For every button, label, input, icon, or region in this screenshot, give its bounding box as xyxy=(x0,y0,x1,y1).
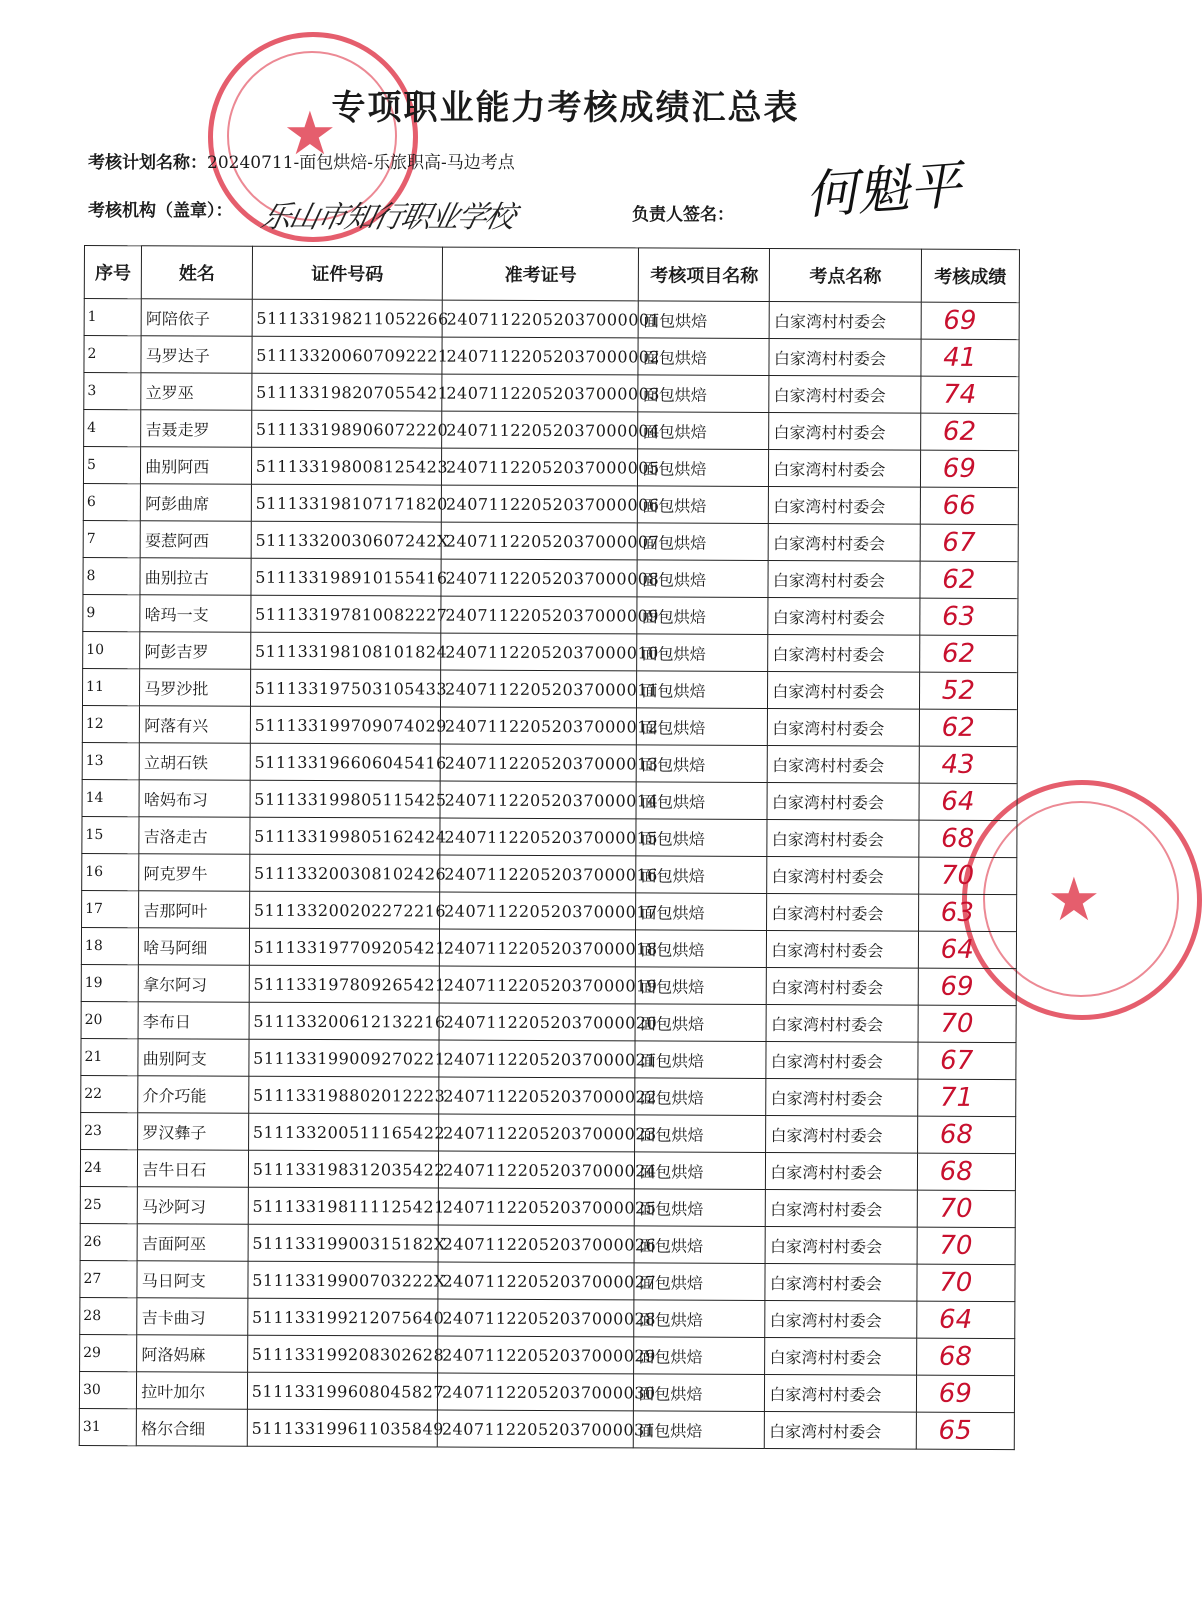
table-row xyxy=(79,1371,1014,1412)
col-header-id-number: 证件号码 xyxy=(252,246,442,300)
cell-seq: 19 xyxy=(81,964,138,1001)
cell-name: 阿彭曲席 xyxy=(141,484,252,521)
cell-id-number: 511133197809265421 xyxy=(249,965,439,1003)
plan-value: 20240711-面包烘焙-乐旅职高-马边考点 xyxy=(207,153,515,173)
score-table xyxy=(79,245,1020,1450)
cell-id-number: 511133199608045827 xyxy=(247,1372,437,1410)
cell-site: 白家湾村村委会 xyxy=(768,523,920,561)
cell-ticket-number: 24071122052037000031 xyxy=(437,1410,634,1448)
col-header-project: 考核项目名称 xyxy=(639,248,770,302)
col-header-name: 姓名 xyxy=(142,246,253,299)
cell-site: 白家湾村村委会 xyxy=(768,708,920,746)
table-row xyxy=(83,594,1018,635)
cell-project: 面包烘焙 xyxy=(637,634,768,672)
cell-score: 67 xyxy=(920,524,1018,561)
cell-ticket-number: 24071122052037000024 xyxy=(438,1151,635,1189)
cell-score: 63 xyxy=(920,598,1018,635)
table-row xyxy=(81,964,1016,1005)
cell-name: 马日阿支 xyxy=(137,1261,248,1298)
cell-id-number: 511133198910155416 xyxy=(251,558,441,596)
plan-label: 考核计划名称： xyxy=(88,153,207,173)
table-row xyxy=(81,927,1016,968)
leader-line xyxy=(632,200,734,225)
table-row xyxy=(80,1223,1015,1264)
cell-id-number: 511133199212075640 xyxy=(247,1298,437,1336)
cell-id-number: 511133198008125423 xyxy=(251,447,441,485)
cell-project: 面包烘焙 xyxy=(634,1411,765,1449)
cell-id-number: 511133200511165422 xyxy=(248,1113,438,1151)
table-row xyxy=(81,1112,1016,1153)
cell-score: 65 xyxy=(916,1412,1014,1449)
cell-score: 70 xyxy=(918,857,1016,894)
cell-id-number: 511133200607092221 xyxy=(252,336,442,374)
cell-site: 白家湾村村委会 xyxy=(766,1041,918,1079)
cell-seq: 4 xyxy=(84,410,141,447)
cell-name: 吉面阿巫 xyxy=(137,1224,248,1261)
cell-project: 面包烘焙 xyxy=(636,930,767,968)
leader-label: 负责人签名： xyxy=(632,205,734,225)
cell-project: 面包烘焙 xyxy=(638,338,769,376)
cell-id-number: 511133198207055421 xyxy=(252,373,442,411)
cell-seq: 9 xyxy=(83,594,140,631)
cell-score: 71 xyxy=(917,1079,1015,1116)
cell-ticket-number: 24071122052037000009 xyxy=(441,596,638,634)
cell-ticket-number: 24071122052037000001 xyxy=(442,300,639,338)
cell-project: 面包烘焙 xyxy=(635,1152,766,1190)
cell-ticket-number: 24071122052037000026 xyxy=(438,1225,635,1263)
table-row xyxy=(80,1260,1015,1301)
cell-score: 70 xyxy=(917,1190,1015,1227)
cell-site: 白家湾村村委会 xyxy=(765,1263,917,1301)
cell-name: 吉牛日石 xyxy=(138,1150,249,1187)
cell-name: 阿克罗牛 xyxy=(139,854,250,891)
cell-project: 面包烘焙 xyxy=(634,1263,765,1301)
cell-site: 白家湾村村委会 xyxy=(769,301,921,339)
cell-score: 67 xyxy=(918,1042,1016,1079)
cell-name: 耍惹阿西 xyxy=(140,521,251,558)
cell-ticket-number: 24071122052037000030 xyxy=(437,1373,634,1411)
cell-ticket-number: 24071122052037000006 xyxy=(441,485,638,523)
cell-seq: 24 xyxy=(80,1149,137,1186)
cell-site: 白家湾村村委会 xyxy=(766,1078,918,1116)
cell-ticket-number: 24071122052037000016 xyxy=(440,855,637,893)
cell-seq: 6 xyxy=(83,483,140,520)
cell-score: 70 xyxy=(918,1005,1016,1042)
cell-seq: 28 xyxy=(80,1297,137,1334)
cell-ticket-number: 24071122052037000011 xyxy=(441,670,638,708)
table-row xyxy=(82,890,1017,931)
cell-id-number: 511133196606045416 xyxy=(250,743,440,781)
cell-name: 啥马阿细 xyxy=(139,928,250,965)
table-row xyxy=(80,1186,1015,1227)
cell-score: 62 xyxy=(919,635,1017,672)
cell-id-number: 511133197709205421 xyxy=(249,928,439,966)
cell-project: 面包烘焙 xyxy=(634,1300,765,1338)
cell-score: 43 xyxy=(919,746,1017,783)
cell-score: 62 xyxy=(920,413,1018,450)
cell-name: 拉叶加尔 xyxy=(137,1372,248,1409)
cell-name: 李布日 xyxy=(138,1002,249,1039)
cell-name: 吉洛走古 xyxy=(139,817,250,854)
cell-name: 马沙阿习 xyxy=(138,1187,249,1224)
cell-site: 白家湾村村委会 xyxy=(767,819,919,857)
cell-site: 白家湾村村委会 xyxy=(769,338,921,376)
cell-id-number: 511133199208302628 xyxy=(247,1335,437,1373)
cell-seq: 22 xyxy=(81,1075,138,1112)
cell-ticket-number: 24071122052037000023 xyxy=(439,1114,636,1152)
table-row xyxy=(83,483,1018,524)
cell-project: 面包烘焙 xyxy=(638,412,769,450)
cell-site: 白家湾村村委会 xyxy=(769,449,921,487)
cell-score: 66 xyxy=(920,487,1018,524)
cell-name: 吉卡曲习 xyxy=(137,1298,248,1335)
cell-score: 41 xyxy=(921,339,1019,376)
cell-name: 啥妈布习 xyxy=(139,780,250,817)
cell-project: 面包烘焙 xyxy=(634,1337,765,1375)
cell-project: 面包烘焙 xyxy=(636,893,767,931)
cell-id-number: 51113320030607242X xyxy=(251,521,441,559)
cell-ticket-number: 24071122052037000027 xyxy=(438,1262,635,1300)
cell-id-number: 511133199611035849 xyxy=(247,1409,437,1447)
cell-ticket-number: 24071122052037000015 xyxy=(440,818,637,856)
cell-project: 面包烘焙 xyxy=(634,1374,765,1412)
cell-project: 面包烘焙 xyxy=(637,671,768,709)
cell-seq: 12 xyxy=(82,705,139,742)
col-header-site: 考点名称 xyxy=(770,248,922,302)
cell-site: 白家湾村村委会 xyxy=(767,930,919,968)
cell-id-number: 511133198108101824 xyxy=(250,632,440,670)
cell-site: 白家湾村村委会 xyxy=(765,1411,917,1449)
cell-project: 面包烘焙 xyxy=(635,1078,766,1116)
table-row xyxy=(80,1297,1015,1338)
cell-name: 阿陪依子 xyxy=(141,299,252,336)
cell-seq: 20 xyxy=(81,1001,138,1038)
cell-ticket-number: 24071122052037000028 xyxy=(438,1299,635,1337)
cell-project: 面包烘焙 xyxy=(636,782,767,820)
col-header-seq: 序号 xyxy=(84,246,142,299)
cell-ticket-number: 24071122052037000013 xyxy=(440,744,637,782)
cell-seq: 25 xyxy=(80,1186,137,1223)
cell-site: 白家湾村村委会 xyxy=(766,1152,918,1190)
org-label: 考核机构（盖章）： xyxy=(88,201,233,221)
cell-seq: 1 xyxy=(84,299,141,336)
cell-ticket-number: 24071122052037000019 xyxy=(439,966,636,1004)
cell-seq: 7 xyxy=(83,520,140,557)
cell-site: 白家湾村村委会 xyxy=(767,893,919,931)
cell-score: 70 xyxy=(917,1264,1015,1301)
table-row xyxy=(82,853,1017,894)
cell-seq: 15 xyxy=(82,816,139,853)
cell-seq: 17 xyxy=(82,890,139,927)
cell-score: 64 xyxy=(919,783,1017,820)
cell-seq: 26 xyxy=(80,1223,137,1260)
cell-score: 69 xyxy=(916,1375,1014,1412)
cell-project: 面包烘焙 xyxy=(638,486,769,524)
table-row xyxy=(79,1408,1014,1449)
cell-name: 曲别拉古 xyxy=(140,558,251,595)
cell-seq: 10 xyxy=(83,631,140,668)
cell-name: 曲别阿西 xyxy=(141,447,252,484)
cell-seq: 3 xyxy=(84,373,141,410)
cell-ticket-number: 24071122052037000029 xyxy=(438,1336,635,1374)
cell-ticket-number: 24071122052037000010 xyxy=(441,633,638,671)
cell-site: 白家湾村村委会 xyxy=(768,745,920,783)
table-row xyxy=(82,742,1017,783)
cell-id-number: 51113319900315182X xyxy=(248,1224,438,1262)
table-row xyxy=(83,557,1018,598)
cell-score: 52 xyxy=(919,672,1017,709)
cell-site: 白家湾村村委会 xyxy=(765,1300,917,1338)
cell-project: 面包烘焙 xyxy=(637,745,768,783)
col-header-score: 考核成绩 xyxy=(921,249,1019,302)
org-line xyxy=(88,196,233,221)
cell-name: 啥玛一支 xyxy=(140,595,251,632)
cell-ticket-number: 24071122052037000017 xyxy=(440,892,637,930)
cell-seq: 30 xyxy=(79,1371,136,1408)
cell-seq: 11 xyxy=(82,668,139,705)
cell-site: 白家湾村村委会 xyxy=(766,1115,918,1153)
cell-seq: 21 xyxy=(81,1038,138,1075)
cell-name: 格尔合细 xyxy=(137,1409,248,1446)
table-row xyxy=(83,447,1018,488)
cell-score: 68 xyxy=(919,820,1017,857)
official-seal-top: ★ xyxy=(208,32,418,242)
cell-ticket-number: 24071122052037000007 xyxy=(441,522,638,560)
cell-score: 64 xyxy=(918,931,1016,968)
cell-id-number: 511133198312035422 xyxy=(248,1150,438,1188)
cell-id-number: 511133199805115425 xyxy=(250,780,440,818)
cell-project: 面包烘焙 xyxy=(636,819,767,857)
cell-seq: 29 xyxy=(80,1334,137,1371)
table-body xyxy=(79,299,1019,1450)
cell-project: 面包烘焙 xyxy=(635,1189,766,1227)
cell-seq: 27 xyxy=(80,1260,137,1297)
cell-score: 68 xyxy=(916,1338,1014,1375)
org-handwritten-signature: 乐山市知行职业学校 xyxy=(257,200,517,235)
cell-site: 白家湾村村委会 xyxy=(768,597,920,635)
cell-ticket-number: 24071122052037000008 xyxy=(441,559,638,597)
table-row xyxy=(83,520,1018,561)
cell-site: 白家湾村村委会 xyxy=(765,1226,917,1264)
cell-project: 面包烘焙 xyxy=(638,375,769,413)
cell-site: 白家湾村村委会 xyxy=(768,560,920,598)
cell-site: 白家湾村村委会 xyxy=(769,486,921,524)
cell-id-number: 511133200202272216 xyxy=(249,891,439,929)
cell-id-number: 511133200308102426 xyxy=(249,854,439,892)
cell-name: 阿彭吉罗 xyxy=(140,632,251,669)
cell-ticket-number: 24071122052037000002 xyxy=(442,337,639,375)
cell-score: 69 xyxy=(920,450,1018,487)
cell-site: 白家湾村村委会 xyxy=(768,671,920,709)
cell-name: 马罗达子 xyxy=(141,336,252,373)
cell-id-number: 511133199805162424 xyxy=(250,817,440,855)
leader-handwritten-signature: 何魁平 xyxy=(803,155,964,227)
cell-seq: 13 xyxy=(82,742,139,779)
table-row xyxy=(81,1001,1016,1042)
cell-ticket-number: 24071122052037000014 xyxy=(440,781,637,819)
cell-score: 68 xyxy=(917,1116,1015,1153)
table-row xyxy=(82,816,1017,857)
cell-score: 64 xyxy=(916,1301,1014,1338)
cell-id-number: 511133197810082227 xyxy=(251,595,441,633)
cell-score: 74 xyxy=(921,376,1019,413)
cell-name: 阿落有兴 xyxy=(140,706,251,743)
official-seal-right: ★ xyxy=(962,780,1202,1020)
cell-seq: 14 xyxy=(82,779,139,816)
cell-score: 69 xyxy=(918,968,1016,1005)
cell-ticket-number: 24071122052037000005 xyxy=(441,448,638,486)
cell-seq: 23 xyxy=(81,1112,138,1149)
cell-name: 吉聂走罗 xyxy=(141,410,252,447)
cell-seq: 5 xyxy=(83,447,140,484)
cell-ticket-number: 24071122052037000021 xyxy=(439,1040,636,1078)
cell-id-number: 511133199009270221 xyxy=(249,1039,439,1077)
table-header-row xyxy=(84,246,1019,303)
cell-name: 罗汉彝子 xyxy=(138,1113,249,1150)
cell-score: 62 xyxy=(920,561,1018,598)
cell-project: 面包烘焙 xyxy=(637,597,768,635)
cell-project: 面包烘焙 xyxy=(637,708,768,746)
table-row xyxy=(82,779,1017,820)
cell-name: 立胡石铁 xyxy=(139,743,250,780)
cell-ticket-number: 24071122052037000025 xyxy=(438,1188,635,1226)
cell-seq: 2 xyxy=(84,336,141,373)
cell-seq: 31 xyxy=(79,1408,136,1445)
plan-line xyxy=(88,148,515,173)
cell-project: 面包烘焙 xyxy=(637,560,768,598)
cell-site: 白家湾村村委会 xyxy=(766,1004,918,1042)
table-row xyxy=(84,410,1019,451)
cell-seq: 8 xyxy=(83,557,140,594)
cell-seq: 18 xyxy=(81,927,138,964)
cell-id-number: 511133198211052266 xyxy=(252,299,442,337)
cell-project: 面包烘焙 xyxy=(639,301,770,339)
cell-site: 白家湾村村委会 xyxy=(765,1337,917,1375)
table-row xyxy=(80,1334,1015,1375)
cell-ticket-number: 24071122052037000012 xyxy=(440,707,637,745)
table-row xyxy=(84,299,1019,340)
table-row xyxy=(80,1149,1015,1190)
cell-project: 面包烘焙 xyxy=(638,449,769,487)
table-row xyxy=(82,705,1017,746)
cell-site: 白家湾村村委会 xyxy=(769,412,921,450)
cell-id-number: 511133199709074029 xyxy=(250,706,440,744)
cell-score: 70 xyxy=(917,1227,1015,1264)
table-row xyxy=(81,1038,1016,1079)
cell-name: 立罗巫 xyxy=(141,373,252,410)
table-row xyxy=(82,668,1017,709)
table-row xyxy=(81,1075,1016,1116)
cell-ticket-number: 24071122052037000018 xyxy=(439,929,636,967)
cell-ticket-number: 24071122052037000020 xyxy=(439,1003,636,1041)
page-title: 专项职业能力考核成绩汇总表 xyxy=(331,88,800,128)
cell-score: 62 xyxy=(919,709,1017,746)
cell-site: 白家湾村村委会 xyxy=(767,782,919,820)
cell-site: 白家湾村村委会 xyxy=(765,1374,917,1412)
cell-ticket-number: 24071122052037000003 xyxy=(442,374,639,412)
cell-ticket-number: 24071122052037000004 xyxy=(442,411,639,449)
cell-name: 吉那阿叶 xyxy=(139,891,250,928)
cell-score: 69 xyxy=(921,302,1019,339)
cell-id-number: 511133200612132216 xyxy=(249,1002,439,1040)
cell-id-number: 51113319900703222X xyxy=(248,1261,438,1299)
cell-name: 阿洛妈麻 xyxy=(137,1335,248,1372)
cell-site: 白家湾村村委会 xyxy=(767,967,919,1005)
cell-project: 面包烘焙 xyxy=(635,1004,766,1042)
cell-id-number: 511133198111125421 xyxy=(248,1187,438,1225)
cell-score: 68 xyxy=(917,1153,1015,1190)
cell-project: 面包烘焙 xyxy=(636,856,767,894)
cell-site: 白家湾村村委会 xyxy=(766,1189,918,1227)
cell-id-number: 511133198107171820 xyxy=(251,484,441,522)
cell-seq: 16 xyxy=(82,853,139,890)
cell-project: 面包烘焙 xyxy=(638,523,769,561)
cell-site: 白家湾村村委会 xyxy=(768,634,920,672)
cell-score: 63 xyxy=(918,894,1016,931)
table-row xyxy=(84,336,1019,377)
cell-ticket-number: 24071122052037000022 xyxy=(439,1077,636,1115)
cell-name: 曲别阿支 xyxy=(138,1039,249,1076)
cell-name: 马罗沙批 xyxy=(140,669,251,706)
cell-site: 白家湾村村委会 xyxy=(767,856,919,894)
cell-id-number: 511133197503105433 xyxy=(250,669,440,707)
table-row xyxy=(83,631,1018,672)
col-header-ticket-number: 准考证号 xyxy=(442,247,639,301)
table-row xyxy=(84,373,1019,414)
cell-id-number: 511133198802012223 xyxy=(248,1076,438,1114)
cell-project: 面包烘焙 xyxy=(635,1041,766,1079)
cell-project: 面包烘焙 xyxy=(636,967,767,1005)
cell-name: 介介巧能 xyxy=(138,1076,249,1113)
cell-project: 面包烘焙 xyxy=(635,1115,766,1153)
cell-project: 面包烘焙 xyxy=(634,1226,765,1264)
cell-site: 白家湾村村委会 xyxy=(769,375,921,413)
cell-name: 拿尔阿习 xyxy=(138,965,249,1002)
cell-id-number: 511133198906072220 xyxy=(251,410,441,448)
